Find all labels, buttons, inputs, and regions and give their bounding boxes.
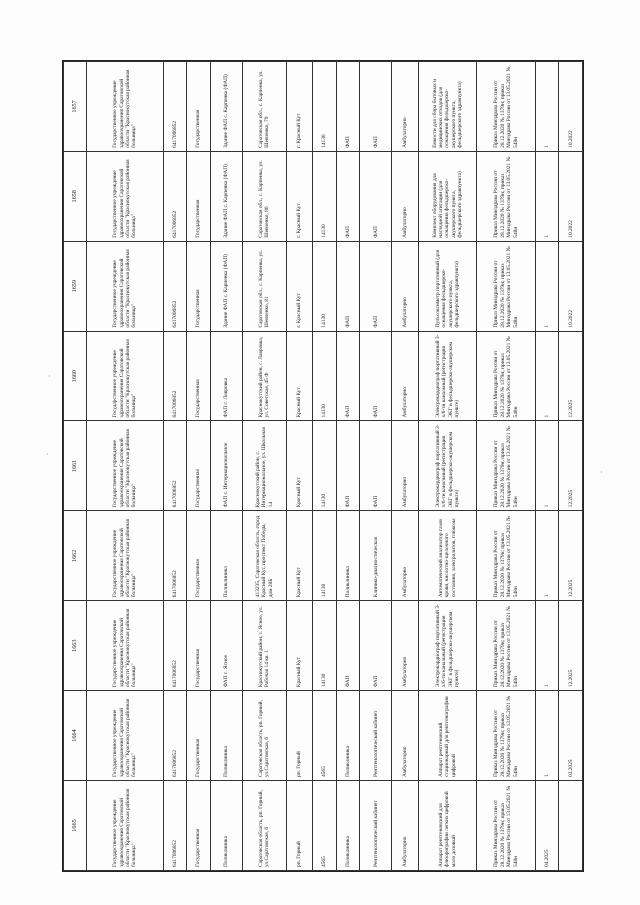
table-cell: Клинико-диагностическая (360, 511, 392, 601)
table-cell: 04.2025 (536, 781, 559, 871)
table-cell: ФАП (336, 601, 359, 691)
table-row (336, 62, 359, 871)
table-cell: Здание ФАП с. Карпенка (ФАП) (210, 62, 242, 152)
rotated-table-container (63, 61, 583, 871)
table-cell: Рентгенологический кабинет (360, 781, 392, 871)
table-cell: Комплект оборудования для наглядной агитации (для оснащения фельдшерско-акушерского пункта, фельдшерского здравпункта) (418, 151, 477, 241)
table-cell: Поликлиника (210, 511, 242, 601)
table-row (559, 62, 583, 871)
table-row (536, 62, 559, 871)
table-cell: Государственное учреждение здравоохранения Саратовской области "Краснокутская районная больница" (87, 421, 163, 511)
table-cell: г. Красный Кут (286, 241, 312, 331)
table-cell: 12.2025 (559, 421, 583, 511)
table-cell: 6417006852 (163, 511, 186, 601)
table-cell: Электрокардиограф портативный 3-х/6-ти канальный (регистрация ЭКГ в фельдшерско-акушерском пункте) (418, 601, 477, 691)
table-cell: 1 (536, 421, 559, 511)
table-cell: 10.2022 (559, 241, 583, 331)
table-cell: 12.2025 (559, 601, 583, 691)
table-cell: Государственное учреждение здравоохранения Саратовской области "Краснокутская районная больница" (87, 511, 163, 601)
table-row (360, 62, 392, 871)
table-cell: 14130 (313, 421, 336, 511)
table-cell: Приказ Минздрава России от 28.12.2020 № 1379н; приказ Минздрава России от 13.05.2021 № 548н (477, 241, 536, 331)
table-cell: рп. Горный (286, 691, 312, 781)
table-cell: Приказ Минздрава России от 28.12.2020 № 1379н; приказ Минздрава России от 13.05.2021 № 548н (477, 151, 536, 241)
table-cell: Рентгенологический кабинет (360, 691, 392, 781)
table-cell: г. Красный Кут (286, 62, 312, 152)
table-row (313, 62, 336, 871)
record-id: 1664 (64, 691, 87, 781)
table-row (286, 62, 312, 871)
table-cell: Поликлиника (336, 691, 359, 781)
table-cell: 1 (536, 151, 559, 241)
table-cell: 10.2022 (559, 151, 583, 241)
table-row (418, 62, 477, 871)
table-cell: Приказ Минздрава России от 28.12.2020 № 1379н; приказ Минздрава России от 13.05.2021 № 548н (477, 601, 536, 691)
table-cell: ФАП (360, 62, 392, 152)
table-cell: 6417006852 (163, 241, 186, 331)
table-cell: Красный Кут (286, 601, 312, 691)
scan-mark: · (600, 468, 603, 477)
table-cell: Саратовская область, рп. Горный, ул.Саратовская, 6 (242, 691, 286, 781)
table-cell: Амбулаторно (392, 331, 418, 421)
table-cell: 6417006852 (163, 151, 186, 241)
table-cell: 6417006852 (163, 62, 186, 152)
table-cell: ФАП (336, 331, 359, 421)
table-cell: ФАП (360, 421, 392, 511)
table-cell: Саратовская область, рп. Горный, ул.Саратовская, 6 (242, 781, 286, 871)
table-body (64, 62, 583, 871)
table-cell: ФАП (336, 62, 359, 152)
table-cell: Приказ Минздрава России от 28.12.2020 № 1379н; приказ Минздрава России от 13.05.2021 № 548н (477, 421, 536, 511)
table-cell: Пульсоксиметр портативный (для оснащения фельдшерско-акушерского пункта, фельдшерского здравпункта) (418, 241, 477, 331)
record-id: 1661 (64, 421, 87, 511)
table-cell: Амбулаторно (392, 241, 418, 331)
table-cell: 6417006852 (163, 781, 186, 871)
table-cell: 4565 (313, 691, 336, 781)
table-cell: Краснокутский район, с. Лавровка, ул. Советская, 45 Ф (242, 331, 286, 421)
table-cell: Амбулаторно (392, 421, 418, 511)
table-cell: г. Красный Кут (286, 151, 312, 241)
table-header-row (64, 62, 87, 871)
table-cell: рп. Горный (286, 781, 312, 871)
record-id: 1665 (64, 781, 87, 871)
table-cell: Государственная (187, 151, 210, 241)
table-cell: Красный Кут (286, 331, 312, 421)
table-cell: Поликлиника (210, 691, 242, 781)
table-cell: Государственное учреждение здравоохранения Саратовской области "Краснокутская районная больница" (87, 781, 163, 871)
table-cell: Государственное учреждение здравоохранения Саратовской области "Краснокутская районная больница" (87, 331, 163, 421)
table-cell: ФАП (360, 151, 392, 241)
table-cell: 1 (536, 331, 559, 421)
table-cell: Красный Кут (286, 421, 312, 511)
table-cell: 413235, Саратовская область, город Красный Кут, проспект Победы, дом 28Б (242, 511, 286, 601)
table-cell: Государственная (187, 241, 210, 331)
table-cell: Государственная (187, 421, 210, 511)
table-cell: ФАП (360, 601, 392, 691)
table-cell: ФАП (360, 241, 392, 331)
table-cell: 1 (536, 241, 559, 331)
table-cell: Саратовская обл., с. Карпенка, ул. Шевченко, 80 (242, 151, 286, 241)
equipment-table (63, 61, 583, 871)
table-cell: Государственное учреждение здравоохранения Саратовской области "Краснокутская районная больница" (87, 691, 163, 781)
table-cell: Государственное учреждение здравоохранения Саратовской области "Краснокутская районная больница" (87, 151, 163, 241)
table-cell: Электрокардиограф портативный 3-х/6-ти канальный (регистрация ЭКГ в фельдшерско-акушерском пункте) (418, 331, 477, 421)
record-id: 1663 (64, 601, 87, 691)
table-cell: Поликлиника (336, 511, 359, 601)
table-cell: Красный Кут (286, 511, 312, 601)
table-cell: ФАП (336, 421, 359, 511)
table-cell: Государственная (187, 691, 210, 781)
table-cell: Государственная (187, 601, 210, 691)
table-cell: Саратовская обл., с. Карпенка, ул. Шевченко, 79 (242, 62, 286, 152)
table-cell: Государственная (187, 62, 210, 152)
scan-mark: · (48, 372, 51, 381)
table-cell: Амбулаторно (392, 691, 418, 781)
table-row (163, 62, 186, 871)
table-cell: ФАП с. Интернациональное (210, 421, 242, 511)
table-row (477, 62, 536, 871)
table-cell: ФАП (360, 331, 392, 421)
record-id: 1658 (64, 151, 87, 241)
table-cell: ФАП (336, 151, 359, 241)
table-cell: Государственная (187, 781, 210, 871)
table-row (87, 62, 163, 871)
table-cell: Амбулаторно (392, 511, 418, 601)
table-cell: 6417006852 (163, 421, 186, 511)
table-row (392, 62, 418, 871)
table-cell: Приказ Минздрава России от 28.12.2020 № 1379н; приказ Минздрава России от 13.05.2021 № 548н (477, 62, 536, 152)
table-cell: Государственная (187, 511, 210, 601)
table-cell: 14130 (313, 151, 336, 241)
table-cell: Амбулаторно (392, 151, 418, 241)
table-cell: 6417006852 (163, 331, 186, 421)
table-cell: Приказ Минздрава России от 28.12.2020 № 1379н; приказ Минздрава России от 13.05.2021 № 548н (477, 691, 536, 781)
table-row (210, 62, 242, 871)
scan-mark: · (46, 450, 49, 459)
table-cell: Поликлиника (210, 781, 242, 871)
table-cell: Емкости для сбора бытовых и медицинских отходов (для оснащения фельдшерско-акушерского пункта, фельдшерского здравпункта) (418, 62, 477, 152)
table-cell (559, 781, 583, 871)
table-frame (62, 60, 584, 872)
table-cell: Электрокардиограф портативный 3-х/6-ти канальный (регистрация ЭКГ в фельдшерско-акушерском пункте) (418, 421, 477, 511)
table-cell: Государственное учреждение здравоохранения Саратовской области "Краснокутская районная больница" (87, 601, 163, 691)
table-cell: 1 (536, 601, 559, 691)
table-cell: Государственное учреждение здравоохранения Саратовской области "Краснокутская районная больница" (87, 241, 163, 331)
table-cell: Здание ФАП с. Карпенка (ФАП) (210, 241, 242, 331)
table-cell: ФАП с. Лавровка (210, 331, 242, 421)
table-cell: 12.2025 (559, 511, 583, 601)
table-cell: 03.2025 (559, 691, 583, 781)
table-cell: Аппарат рентгеновский стационарный для рентгенографии цифровой (418, 691, 477, 781)
table-cell: Приказ Минздрава России от 28.12.2020 № 1379н; приказ Минздрава России от 13.05.2021 № 548н (477, 331, 536, 421)
table-cell: Амбулаторно (392, 781, 418, 871)
table-cell: Поликлиника (336, 781, 359, 871)
table-cell: 1 (536, 511, 559, 601)
table-cell: Государственное учреждение здравоохранения Саратовской области "Краснокутская районная больница" (87, 62, 163, 152)
table-cell: 14130 (313, 601, 336, 691)
table-cell: Амбулаторно (392, 62, 418, 152)
table-cell: 14130 (313, 62, 336, 152)
table-cell: Саратовская обл., с. Карпенка, ул. Шевченко, 81 (242, 241, 286, 331)
table-cell: 6417006852 (163, 601, 186, 691)
table-cell: Приказ Минздрава России от 28.12.2020 № 1379н; приказ Минздрава России от 13.05.2021 № 548н (477, 781, 536, 871)
table-row (242, 62, 286, 871)
table-cell: ФАП (336, 241, 359, 331)
table-cell: 12.2025 (559, 331, 583, 421)
table-cell: Краснокутский район, с. Ясное, ул. Рабочая 14 кв. 1 (242, 601, 286, 691)
table-cell: ФАП с. Ясное (210, 601, 242, 691)
table-cell: Краснокутский район, с. Интернациональное, ул. Школьная 14 (242, 421, 286, 511)
table-cell: 1 (536, 62, 559, 152)
table-cell: Государственная (187, 331, 210, 421)
table-cell: 4565 (313, 781, 336, 871)
table-cell: 1 (536, 691, 559, 781)
table-cell: Аппарат рентгеновский для флюорографии легких цифровой мало дозовый (418, 781, 477, 871)
table-cell: Амбулаторно (392, 601, 418, 691)
record-id: 1659 (64, 241, 87, 331)
table-cell: Здание ФАП с. Карпенка (ФАП) (210, 151, 242, 241)
table-cell: 14130 (313, 511, 336, 601)
record-id: 1660 (64, 331, 87, 421)
table-cell: 10.2022 (559, 62, 583, 152)
table-cell: Приказ Минздрава России от 28.12.2020 № 1379н; приказ Минздрава России от 13.05.2021 № 548н (477, 511, 536, 601)
table-row (187, 62, 210, 871)
table-cell: Автоматический анализатор газов крови, кислотно-щелочного состояния, электролитов, глюкозы (418, 511, 477, 601)
record-id: 1657 (64, 62, 87, 152)
table-cell: 14130 (313, 331, 336, 421)
table-cell: 14130 (313, 241, 336, 331)
record-id: 1662 (64, 511, 87, 601)
table-cell: 6417006852 (163, 691, 186, 781)
